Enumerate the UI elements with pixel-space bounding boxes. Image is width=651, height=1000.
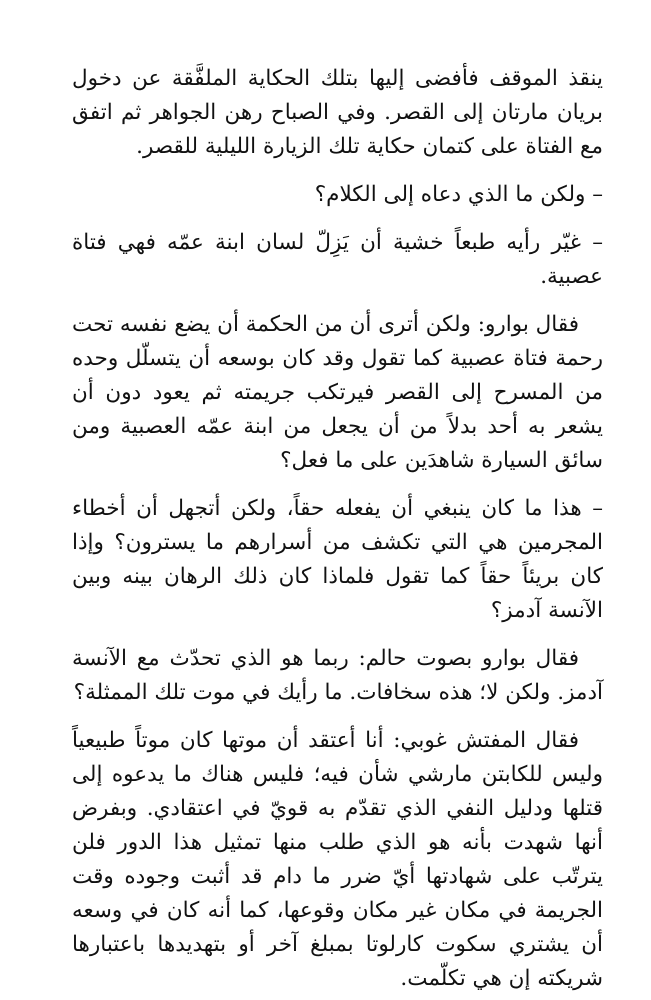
- paragraph-poirot-reply: فقال بوارو: ولكن أترى أن من الحكمة أن يضع نفسه تحت رحمة فتاة عصبية كما تقول وقد كان بوسعه أن يتسلّل وحده من المسرح إلى القصر فيرتكب جريمته ثم يعود دون أن يشعر به أحد بدلاً من أن يجعل من ابنة عمّه العصبية ومن سائق السيارة شاهدَين على ما فعل؟: [72, 312, 603, 473]
- paragraph-poirot-dreamy: فقال بوارو بصوت حالم: ربما هو الذي تحدّث مع الآنسة آدمز. ولكن لا؛ هذه سخافات. ما رأيك في موت تلك الممثلة؟: [72, 646, 603, 705]
- paragraph-dialogue-mistakes: – هذا ما كان ينبغي أن يفعله حقاً، ولكن أتجهل أن أخطاء المجرمين هي التي تكشف من أسرارهم ما يسترون؟ وإذا كان بريئاً حقاً كما تقول فلماذا كان ذلك الرهان بينه وبين الآنسة آدمز؟: [72, 496, 603, 623]
- paragraph-narration-opening: ينقذ الموقف فأفضى إليها بتلك الحكاية الملفَّقة عن دخول بريان مارتان إلى القصر. وفي الصباح رهن الجواهر ثم اتفق مع الفتاة على كتمان حكاية تلك الزيارة الليلية للقصر.: [72, 66, 603, 159]
- paragraph-dialogue-answer: – غيّر رأيه طبعاً خشية أن يَزِلّ لسان ابنة عمّه فهي فتاة عصبية.: [72, 230, 603, 289]
- paragraph-inspector-opinion: فقال المفتش غوبي: أنا أعتقد أن موتها كان موتاً طبيعياً وليس للكابتن مارشي شأن فيه؛ فليس هناك ما يدعوه إلى قتلها ودليل النفي الذي تقدّم به قويّ في اعتقادي. وبفرض أنها شهدت بأنه هو الذي طلب منها تمثيل هذا الدور فلن يترتّب على شهادتها أيّ ضرر ما دام قد أثبت وجوده وقت الجريمة في مكان غير مكان وقوعها، كما أنه كان في وسعه أن يشتري سكوت كارلوتا بمبلغ آخر أو بتهديدها باعتبارها شريكته إن هي تكلّمت.: [72, 728, 603, 991]
- paragraph-dialogue-question: – ولكن ما الذي دعاه إلى الكلام؟: [314, 182, 603, 207]
